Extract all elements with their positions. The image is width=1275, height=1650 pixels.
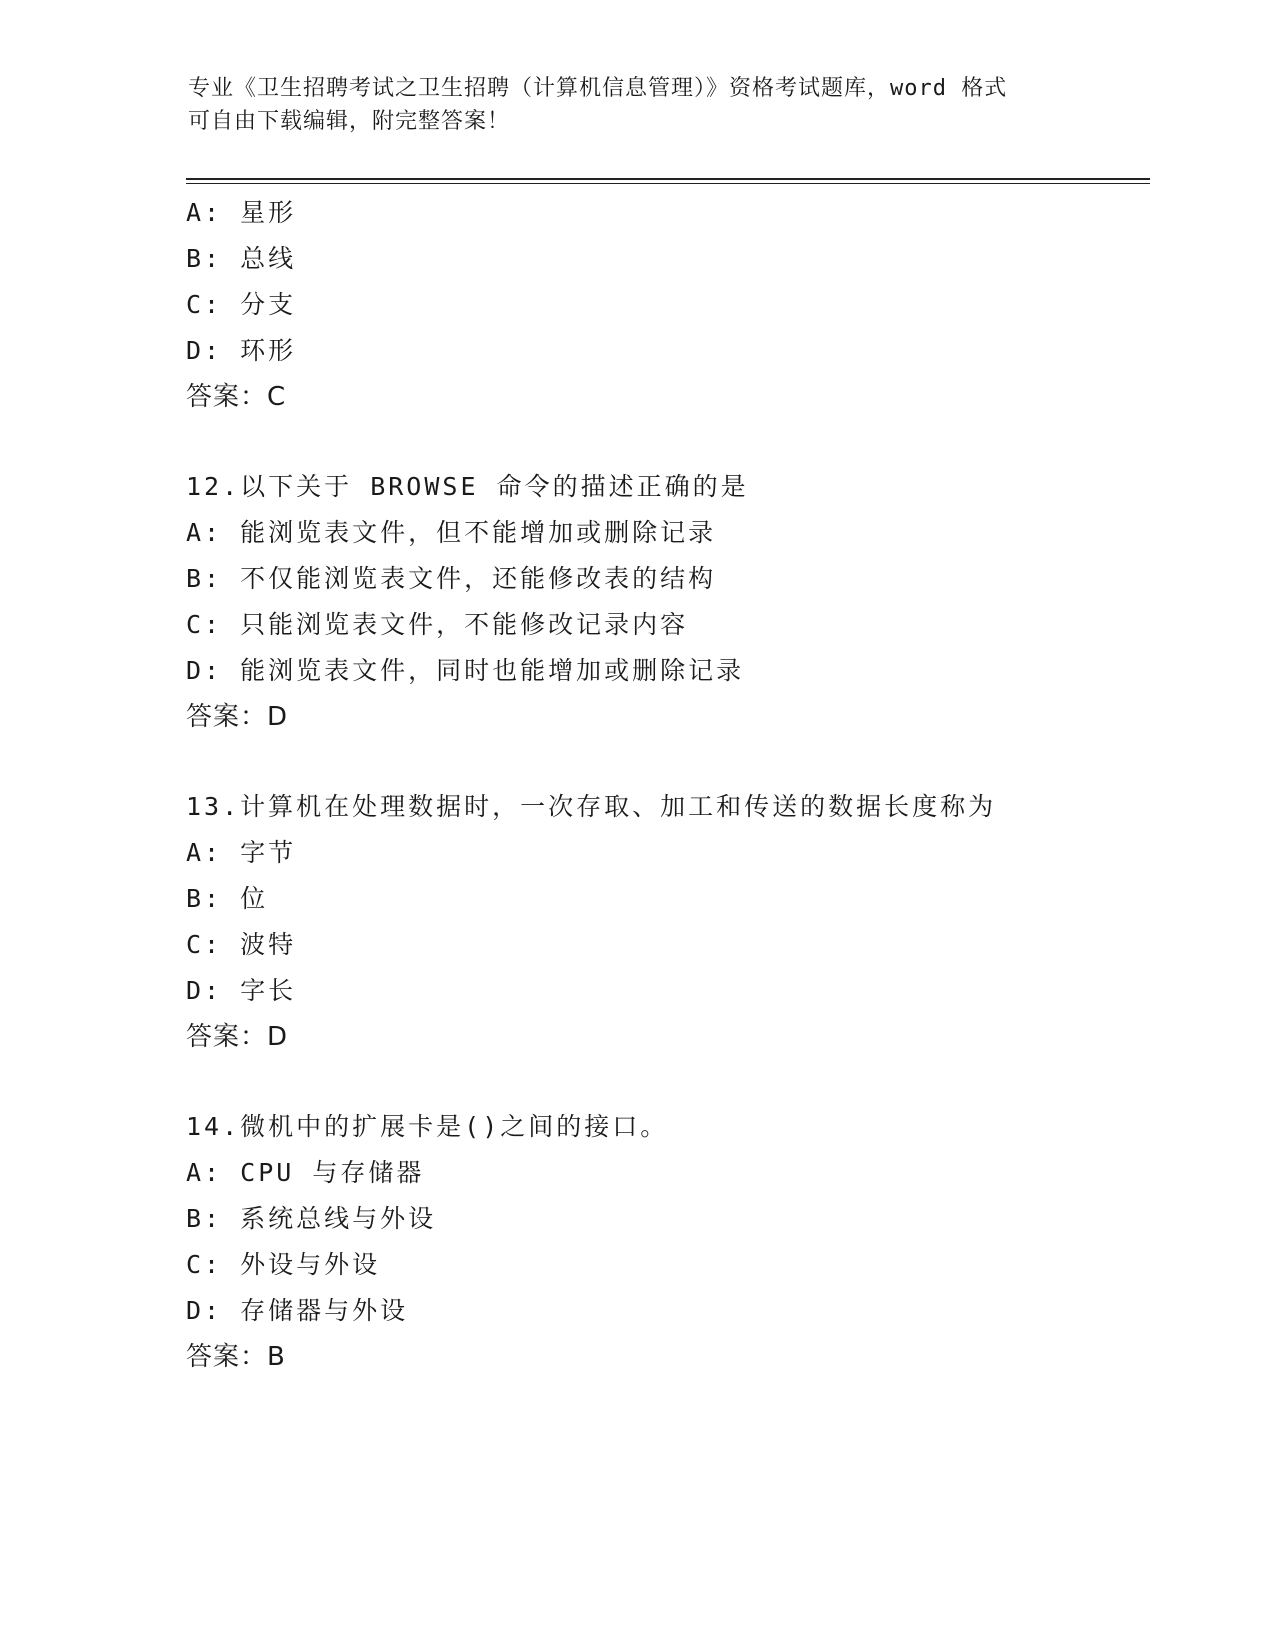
question-11-continued (186, 190, 1146, 420)
option-d: D: 存储器与外设 (186, 1296, 409, 1325)
option-d: D: 能浏览表文件，同时也能增加或删除记录 (186, 656, 745, 685)
answer-line: 答案：D (186, 702, 289, 732)
question-stem: 12.以下关于 BROWSE 命令的描述正确的是 (186, 472, 749, 501)
option-d: D: 字长 (186, 976, 297, 1005)
question-stem: 13.计算机在处理数据时，一次存取、加工和传送的数据长度称为 (186, 792, 997, 821)
option-b: B: 总线 (186, 244, 297, 273)
option-c: C: 外设与外设 (186, 1250, 381, 1279)
question-list (186, 190, 1146, 1380)
header-divider-thin (186, 183, 1150, 184)
option-a: A: 星形 (186, 198, 297, 227)
option-b: B: 不仅能浏览表文件，还能修改表的结构 (186, 564, 717, 593)
header-line-2: 可自由下载编辑，附完整答案！ (188, 109, 511, 134)
header-line-1: 专业《卫生招聘考试之卫生招聘（计算机信息管理）》资格考试题库，word 格式 (188, 76, 1008, 101)
header-divider-thick (186, 178, 1150, 180)
option-b: B: 系统总线与外设 (186, 1204, 437, 1233)
option-d: D: 环形 (186, 336, 297, 365)
option-c: C: 分支 (186, 290, 297, 319)
document-header (188, 72, 1088, 138)
option-c: C: 只能浏览表文件，不能修改记录内容 (186, 610, 689, 639)
option-a: A: 能浏览表文件，但不能增加或删除记录 (186, 518, 717, 547)
answer-line: 答案：D (186, 1022, 289, 1052)
answer-line: 答案：B (186, 1342, 286, 1372)
option-c: C: 波特 (186, 930, 297, 959)
question-stem: 14.微机中的扩展卡是()之间的接口。 (186, 1112, 669, 1141)
option-a: A: CPU 与存储器 (186, 1158, 425, 1187)
question-14 (186, 1104, 1146, 1380)
question-13 (186, 784, 1146, 1060)
option-b: B: 位 (186, 884, 269, 913)
answer-line: 答案：C (186, 382, 287, 412)
option-a: A: 字节 (186, 838, 297, 867)
question-12 (186, 464, 1146, 740)
